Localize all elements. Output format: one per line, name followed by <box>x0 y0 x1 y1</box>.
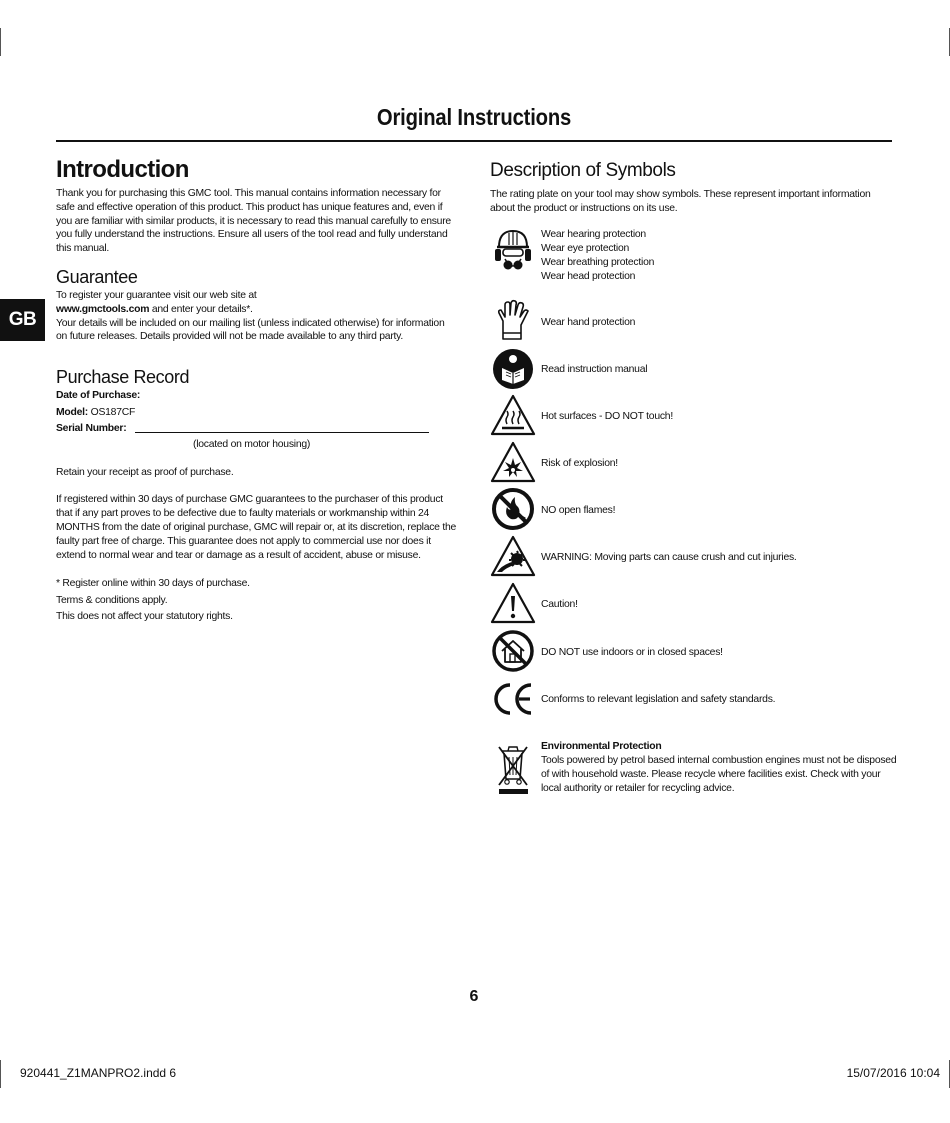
language-tab: GB <box>0 299 45 341</box>
footer-file-info: 920441_Z1MANPRO2.indd 6 <box>20 1066 177 1080</box>
model-value: OS187CF <box>87 406 136 418</box>
hand-text: Wear hand protection <box>541 317 636 328</box>
caution-text: Caution! <box>541 599 578 610</box>
ppe-head: Wear head protection <box>541 270 636 282</box>
indoors-text: DO NOT use indoors or in closed spaces! <box>541 647 723 658</box>
note-statutory: This does not affect your statutory rights. <box>56 611 233 623</box>
weee-bin-icon <box>490 741 536 797</box>
guarantee-line2: and enter your details*. <box>149 303 253 315</box>
page-number: 6 <box>469 988 479 1005</box>
moving-text: WARNING: Moving parts can cause crush and cut injuries. <box>541 552 797 563</box>
flames-text: NO open flames! <box>541 505 616 516</box>
ppe-breathing: Wear breathing protection <box>541 256 655 268</box>
serial-number-line <box>135 432 429 433</box>
located-note: (located on motor housing) <box>193 438 311 450</box>
introduction-text: Thank you for purchasing this GMC tool. This manual contains information necessary for safe and effective operation of this product. This product has unique features and, even if you are familiar with similar products, it is necessary to read this manual carefully to ensure you fully understand the instructions. Ensure all users of the tool read and fully understand this manual. <box>56 188 451 255</box>
hot-surface-icon <box>490 392 536 438</box>
note-register: * Register online within 30 days of purchase. <box>56 578 250 590</box>
page-title: Original Instructions <box>376 104 572 130</box>
guarantee-line1: To register your guarantee visit our web site at <box>56 289 257 301</box>
purchase-record-heading: Purchase Record <box>56 367 190 388</box>
right-column <box>490 160 895 216</box>
no-flames-icon <box>490 486 536 532</box>
crop-mark <box>0 28 1 56</box>
explosion-text: Risk of explosion! <box>541 458 618 469</box>
crop-mark <box>0 1060 1 1088</box>
left-column <box>56 156 458 626</box>
ce-mark-icon <box>490 676 536 722</box>
no-indoors-icon <box>490 628 536 674</box>
env-title: Environmental Protection <box>541 741 662 752</box>
explosion-icon <box>490 439 536 485</box>
ppe-icon <box>490 228 536 274</box>
glove-icon <box>490 298 536 344</box>
model-label: Model: <box>56 406 88 418</box>
env-line-3: local authority or retailer for recycling advice. <box>541 782 735 794</box>
ce-text: Conforms to relevant legislation and safety standards. <box>541 694 776 705</box>
symbols-list <box>490 226 910 826</box>
date-of-purchase-label: Date of Purchase: <box>56 390 141 402</box>
manual-text: Read instruction manual <box>541 364 648 375</box>
moving-parts-icon <box>490 533 536 579</box>
guarantee-text: Your details will be included on our mailing list (unless indicated otherwise) for information on future releases. Details provided will not be made available to any third party. <box>56 317 445 343</box>
footer-timestamp: 15/07/2016 10:04 <box>846 1066 940 1080</box>
env-line-1: Tools powered by petrol based internal combustion engines must not be disposed <box>541 754 897 766</box>
manual-icon <box>490 346 536 392</box>
header-rule <box>56 140 892 142</box>
guarantee-heading: Guarantee <box>56 266 138 287</box>
retain-text: Retain your receipt as proof of purchase. <box>56 466 234 478</box>
symbols-intro: The rating plate on your tool may show symbols. These represent important information about the product or instructions on its use. <box>490 189 871 214</box>
serial-label: Serial Number: <box>56 423 127 435</box>
model-row <box>56 405 458 422</box>
hot-text: Hot surfaces - DO NOT touch! <box>541 411 673 422</box>
introduction-heading: Introduction <box>56 156 189 183</box>
notes <box>56 576 458 626</box>
symbols-heading: Description of Symbols <box>490 160 676 181</box>
ppe-text <box>541 228 654 284</box>
guarantee-register-line <box>56 303 458 317</box>
guarantee-terms-text: If registered within 30 days of purchase GMC guarantees to the purchaser of this product that if any part proves to be defective due to faulty materials or workmanship within 24 MONTHS from the date of original purchase, GMC will repair or, at its discretion, replace the faulty part free of charge. This guarantee does not apply to commercial use nor does it extend to normal wear and tear or damage as a result of accident, abuse or misuse. <box>56 494 457 561</box>
note-terms: Terms & conditions apply. <box>56 594 168 606</box>
environmental-protection <box>541 740 896 796</box>
website-link[interactable]: www.gmctools.com <box>56 303 150 315</box>
ppe-eye: Wear eye protection <box>541 242 630 254</box>
serial-row <box>56 421 458 438</box>
ppe-hearing: Wear hearing protection <box>541 229 646 240</box>
caution-icon <box>490 580 536 626</box>
env-line-2: of with household waste. Please recycle where facilities exist. Check with your <box>541 768 881 780</box>
